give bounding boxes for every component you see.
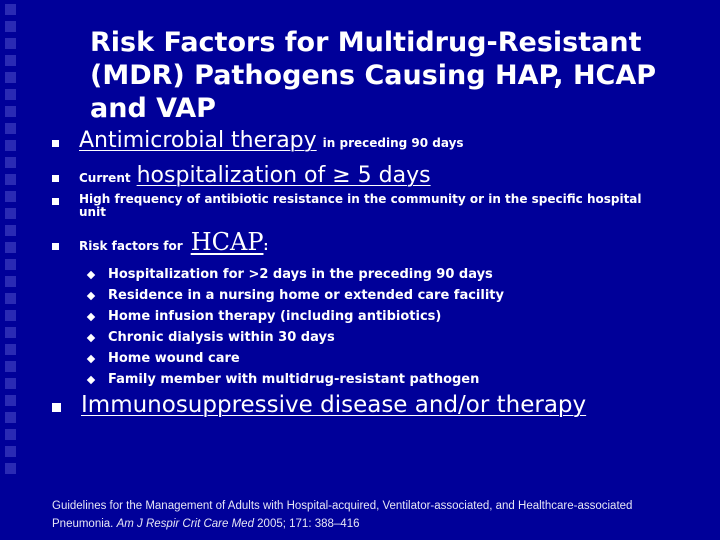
sub-list-item: [86, 348, 504, 369]
bullet-square-icon: [52, 175, 59, 182]
diamond-bullet-icon: [87, 270, 95, 278]
bullet-emphasis: Immunosuppressive disease and/or therapy: [81, 392, 587, 418]
diamond-bullet-icon: [87, 354, 95, 362]
diamond-bullet-icon: [87, 312, 95, 320]
diamond-bullet-icon: [87, 291, 95, 299]
diamond-bullet-icon: [87, 333, 95, 341]
citation-text: Guidelines for the Management of Adults with Hospital-acquired, Ventilator-associated, and Healthcare-associated Pneumonia.: [52, 500, 633, 530]
sub-list-item: [86, 327, 504, 348]
bullet-text-line1: High frequency of antibiotic resistance in the community or in the specific hospital: [79, 192, 642, 206]
citation-journal: Am J Respir Crit Care Med: [116, 518, 254, 530]
bullet-square-icon: [52, 403, 61, 412]
sub-list-item: [86, 369, 504, 390]
bullet-antibiotic-resistance: [52, 193, 642, 219]
bullet-current-hospitalization: [52, 163, 431, 188]
bullet-square-icon: [52, 243, 59, 250]
bullet-square-icon: [52, 198, 59, 205]
citation: [52, 497, 692, 533]
bullet-emphasis: HCAP: [190, 228, 264, 256]
bullet-antimicrobial-therapy: [52, 128, 464, 153]
bullet-text-line2: unit: [79, 205, 106, 219]
hcap-sub-list: [86, 264, 504, 390]
bullet-immunosuppressive: [52, 392, 586, 418]
sub-item-text: Home infusion therapy (including antibiotics): [108, 309, 442, 324]
sub-item-text: Hospitalization for >2 days in the preceding 90 days: [108, 267, 493, 282]
bullet-emphasis: hospitalization of ≥ 5 days: [136, 163, 431, 188]
diamond-bullet-icon: [87, 375, 95, 383]
sub-item-text: Home wound care: [108, 351, 240, 366]
bullet-colon: :: [263, 239, 269, 253]
sub-list-item: [86, 306, 504, 327]
citation-volume: 2005; 171: 388–416: [253, 518, 360, 530]
sub-list-item: [86, 285, 504, 306]
sub-item-text: Chronic dialysis within 30 days: [108, 330, 335, 345]
bullet-emphasis: Antimicrobial therapy: [79, 128, 317, 153]
bullet-text: Risk factors for: [79, 239, 183, 253]
bullet-square-icon: [52, 140, 59, 147]
sub-list-item: [86, 264, 504, 285]
slide-title: Risk Factors for Multidrug-Resistant (MDR) Pathogens Causing HAP, HCAP and VAP: [90, 27, 657, 124]
bullet-hcap-risk-factors: [52, 228, 268, 256]
bullet-text: Current: [79, 171, 131, 185]
bullet-text: in preceding 90 days: [322, 136, 464, 150]
decorative-square-column: [2, 0, 20, 490]
sub-item-text: Family member with multidrug-resistant pathogen: [108, 372, 480, 387]
sub-item-text: Residence in a nursing home or extended care facility: [108, 288, 504, 303]
